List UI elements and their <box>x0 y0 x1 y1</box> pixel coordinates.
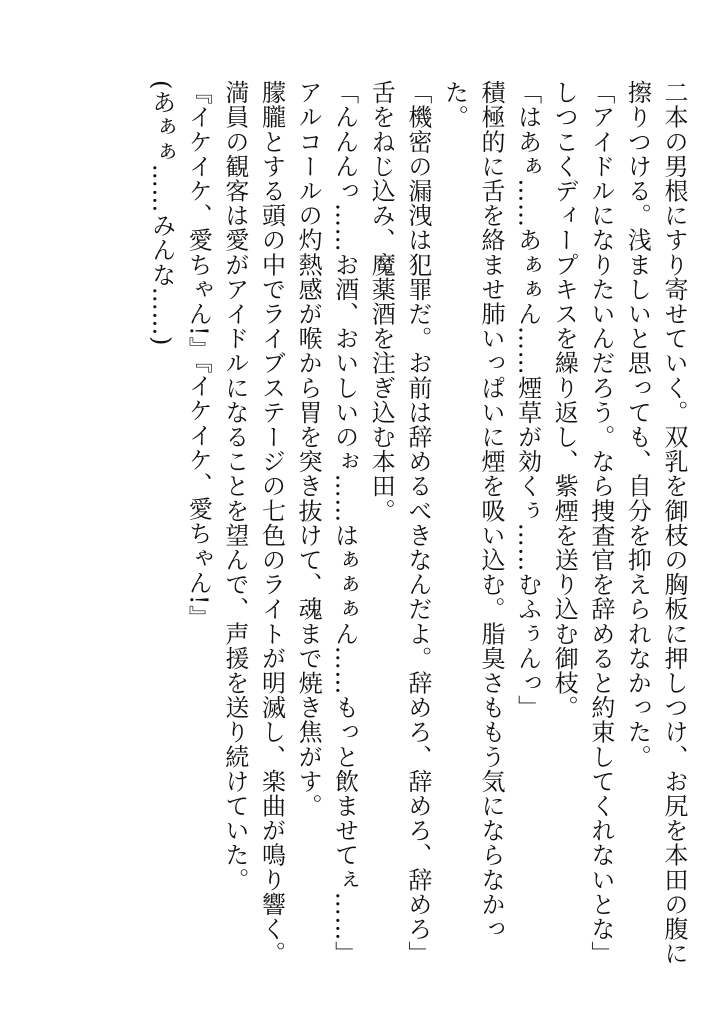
text-line: 満員の観客は愛がアイドルになることを望んで、声援を送り続けていた。 <box>220 80 249 892</box>
text-line: アルコールの灼熱感が喉から胃を突き抜けて、魂まで焼き焦がす。 <box>294 80 323 818</box>
text-line: 二本の男根にすり寄せていく。双乳を御枝の胸板に押しつけ、お尻を本田の腹に <box>660 80 688 966</box>
text-line: 舌をねじ込み、魔薬酒を注ぎ込む本田。 <box>367 80 396 523</box>
text-line: 「アイドルになりたいんだろう。なら捜査官を辞めると約束してくれないとな」 <box>586 80 615 966</box>
text-line: 「んんんっ……お酒、おいしいのぉ……はぁぁぁん……もっと飲ませてぇ……」 <box>330 80 359 966</box>
text-line: 『イケイケ、愛ちゃん!』『イケイケ、愛ちゃん!』 <box>184 80 213 630</box>
text-line: 「機密の漏洩は犯罪だ。お前は辞めるべきなんだよ。辞めろ、辞めろ、辞めろ」 <box>403 80 432 966</box>
text-line: た。 <box>440 80 469 130</box>
text-line: 積極的に舌を絡ませ肺いっぱいに煙を吸い込む。脂臭さももう気にならなかっ <box>477 80 506 941</box>
text-line: 朦朧とする頭の中でライブステージの七色のライトが明滅し、楽曲が鳴り響く。 <box>257 80 286 966</box>
text-line: 擦りつける。浅ましいと思っても、自分を抑えられなかった。 <box>623 80 652 769</box>
vertical-text-body <box>143 80 692 980</box>
text-line: 「はあぁ……あぁぁん……煙草が効くぅ……むふぅんっ」 <box>513 80 542 720</box>
text-line: (あぁぁ……みんな……) <box>147 80 176 346</box>
text-line: しつこくディープキスを繰り返し、紫煙を送り込む御枝。 <box>550 80 579 720</box>
